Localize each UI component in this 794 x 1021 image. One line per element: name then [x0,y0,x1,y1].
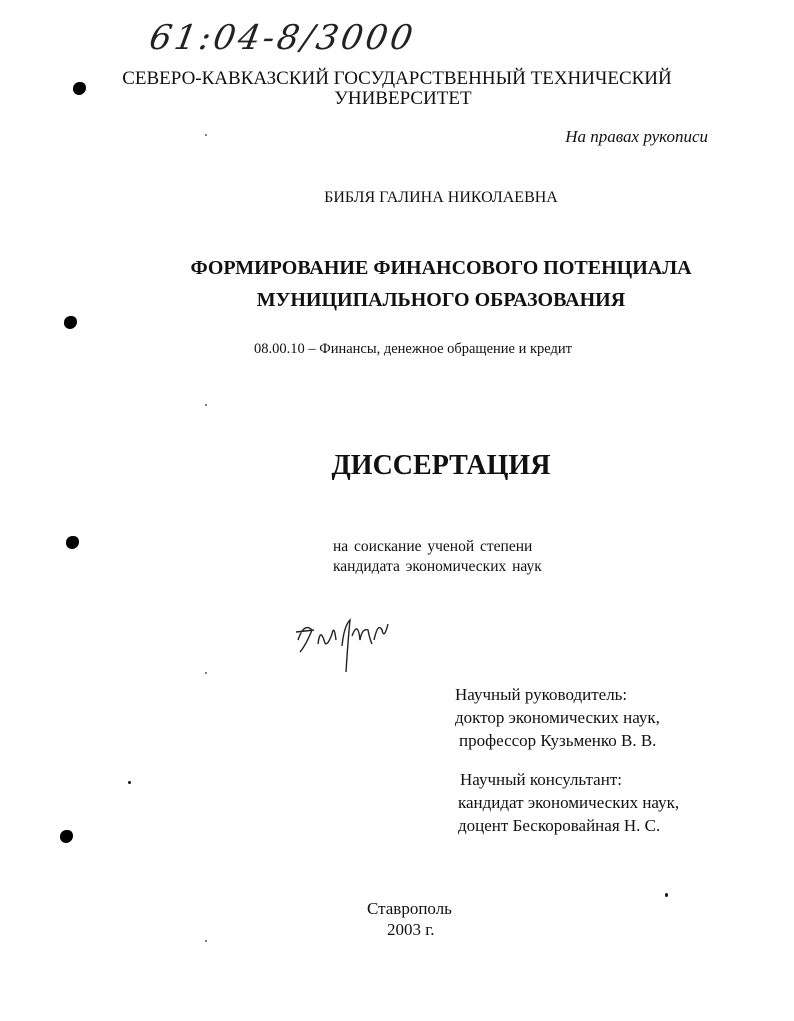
scan-speck [205,404,207,406]
title-line2: МУНИЦИПАЛЬНОГО ОБРАЗОВАНИЯ [256,289,626,311]
city: Ставрополь [367,899,452,918]
scan-speck [205,134,207,136]
document-type: ДИССЕРТАЦИЯ [331,450,551,481]
advisor-label: Научный руководитель: [455,685,628,704]
archive-number-handwritten: 61:04-8/3000 [146,18,419,58]
specialty: 08.00.10 – Финансы, денежное обращение и кредит [254,341,573,357]
university-line1: СЕВЕРО-КАВКАЗСКИЙ ГОСУДАРСТВЕННЫЙ ТЕХНИЧЕСКИЙ [122,68,672,89]
scan-speck [205,672,207,674]
binding-hole-mark [66,536,79,549]
binding-hole-mark [60,830,73,843]
binding-hole-mark [64,316,77,329]
scan-speck [128,781,131,784]
consultant-name: доцент Бескоровайная Н. С. [458,816,661,835]
title-line1: ФОРМИРОВАНИЕ ФИНАНСОВОГО ПОТЕНЦИАЛА [190,257,692,279]
consultant-degree: кандидат экономических наук, [458,793,680,812]
degree-line1: на соискание ученой степени [333,538,533,555]
advisor-name: профессор Кузьменко В. В. [459,731,657,750]
scan-speck [665,893,668,897]
signature [290,600,400,675]
consultant-label: Научный консультант: [460,770,622,789]
advisor-degree: доктор экономических наук, [455,708,660,727]
degree-line2: кандидата экономических наук [333,558,542,575]
university-line2: УНИВЕРСИТЕТ [334,88,472,109]
scan-speck [205,940,207,942]
author-name: БИБЛЯ ГАЛИНА НИКОЛАЕВНА [324,189,558,206]
year: 2003 г. [387,920,435,939]
manuscript-note: На правах рукописи [565,127,708,146]
